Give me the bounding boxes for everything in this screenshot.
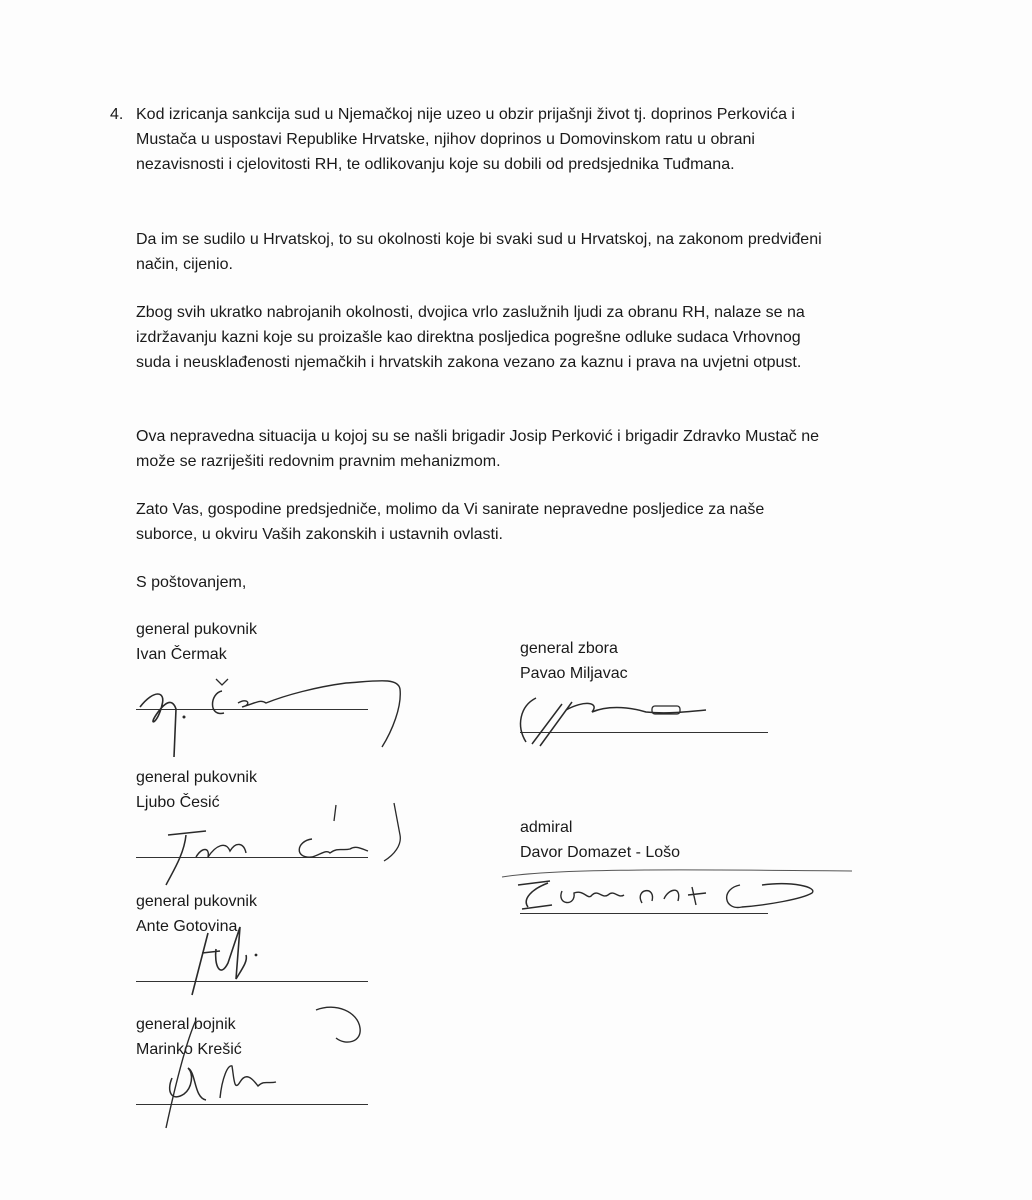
handwritten-signature bbox=[496, 682, 736, 762]
signature-block-kresic bbox=[136, 1012, 242, 1062]
signatory-name: Ante Gotovina bbox=[136, 918, 238, 935]
signature-block-cesic bbox=[136, 765, 257, 815]
signatory-rank: admiral bbox=[520, 819, 573, 836]
signatory-rank: general pukovnik bbox=[136, 769, 257, 786]
closing-salutation: S poštovanjem, bbox=[136, 574, 247, 591]
signature-block-gotovina bbox=[136, 889, 257, 939]
handwritten-signature bbox=[136, 1002, 396, 1122]
paragraph: Ova nepravedna situacija u kojoj su se našli brigadir Josip Perković i brigadir Zdravko Mustač ne može se razriješiti redovnim pravnim mehanizmom. bbox=[136, 428, 819, 470]
item-number: 4. bbox=[110, 106, 124, 123]
handwritten-signature bbox=[156, 909, 316, 999]
paragraph: Zbog svih ukratko nabrojanih okolnosti, dvojica vrlo zaslužnih ljudi za obranu RH, nalaze se na izdržavanju kazni koje su proizašle kao direktna posljedica pogrešne odluke sudaca Vrhovnog suda i neusklađenosti njemačkih i hrvatskih zakona vezano za kaznu i prava na uvjetni otpust. bbox=[136, 304, 805, 371]
signatory-rank: general bojnik bbox=[136, 1016, 236, 1033]
signatory-rank: general pukovnik bbox=[136, 893, 257, 910]
signature-block-miljavac bbox=[520, 636, 628, 686]
signature-block-cermak bbox=[136, 617, 257, 667]
handwritten-signature bbox=[136, 647, 416, 757]
signature-block-domazet bbox=[520, 815, 680, 865]
paragraph: Da im se sudilo u Hrvatskoj, to su okolnosti koje bi svaki sud u Hrvatskoj, na zakonom predviđeni način, cijenio. bbox=[136, 231, 822, 273]
signatory-name: Ivan Čermak bbox=[136, 646, 227, 663]
signatory-name: Davor Domazet - Lošo bbox=[520, 844, 681, 861]
signatory-name: Ljubo Česić bbox=[136, 794, 220, 811]
signatory-rank: general zbora bbox=[520, 640, 618, 657]
paragraph: Zato Vas, gospodine predsjedniče, molimo da Vi sanirate nepravedne posljedice za naše suborce, u okviru Vaših zakonskih i ustavnih ovlasti. bbox=[136, 501, 765, 543]
paragraph: Kod izricanja sankcija sud u Njemačkoj nije uzeo u obzir prijašnji život tj. doprinos Perkovića i Mustača u uspostavi Republike Hrvatske, njihov doprinos u Domovinskom ratu u obrani nezavisnosti i cjelovitosti RH, te odlikovanju koje su dobili od predsjednika Tuđmana. bbox=[136, 106, 795, 173]
signatory-rank: general pukovnik bbox=[136, 621, 257, 638]
signatory-name: Marinko Krešić bbox=[136, 1041, 242, 1058]
signatory-name: Pavao Miljavac bbox=[520, 665, 628, 682]
handwritten-signature bbox=[492, 855, 872, 925]
